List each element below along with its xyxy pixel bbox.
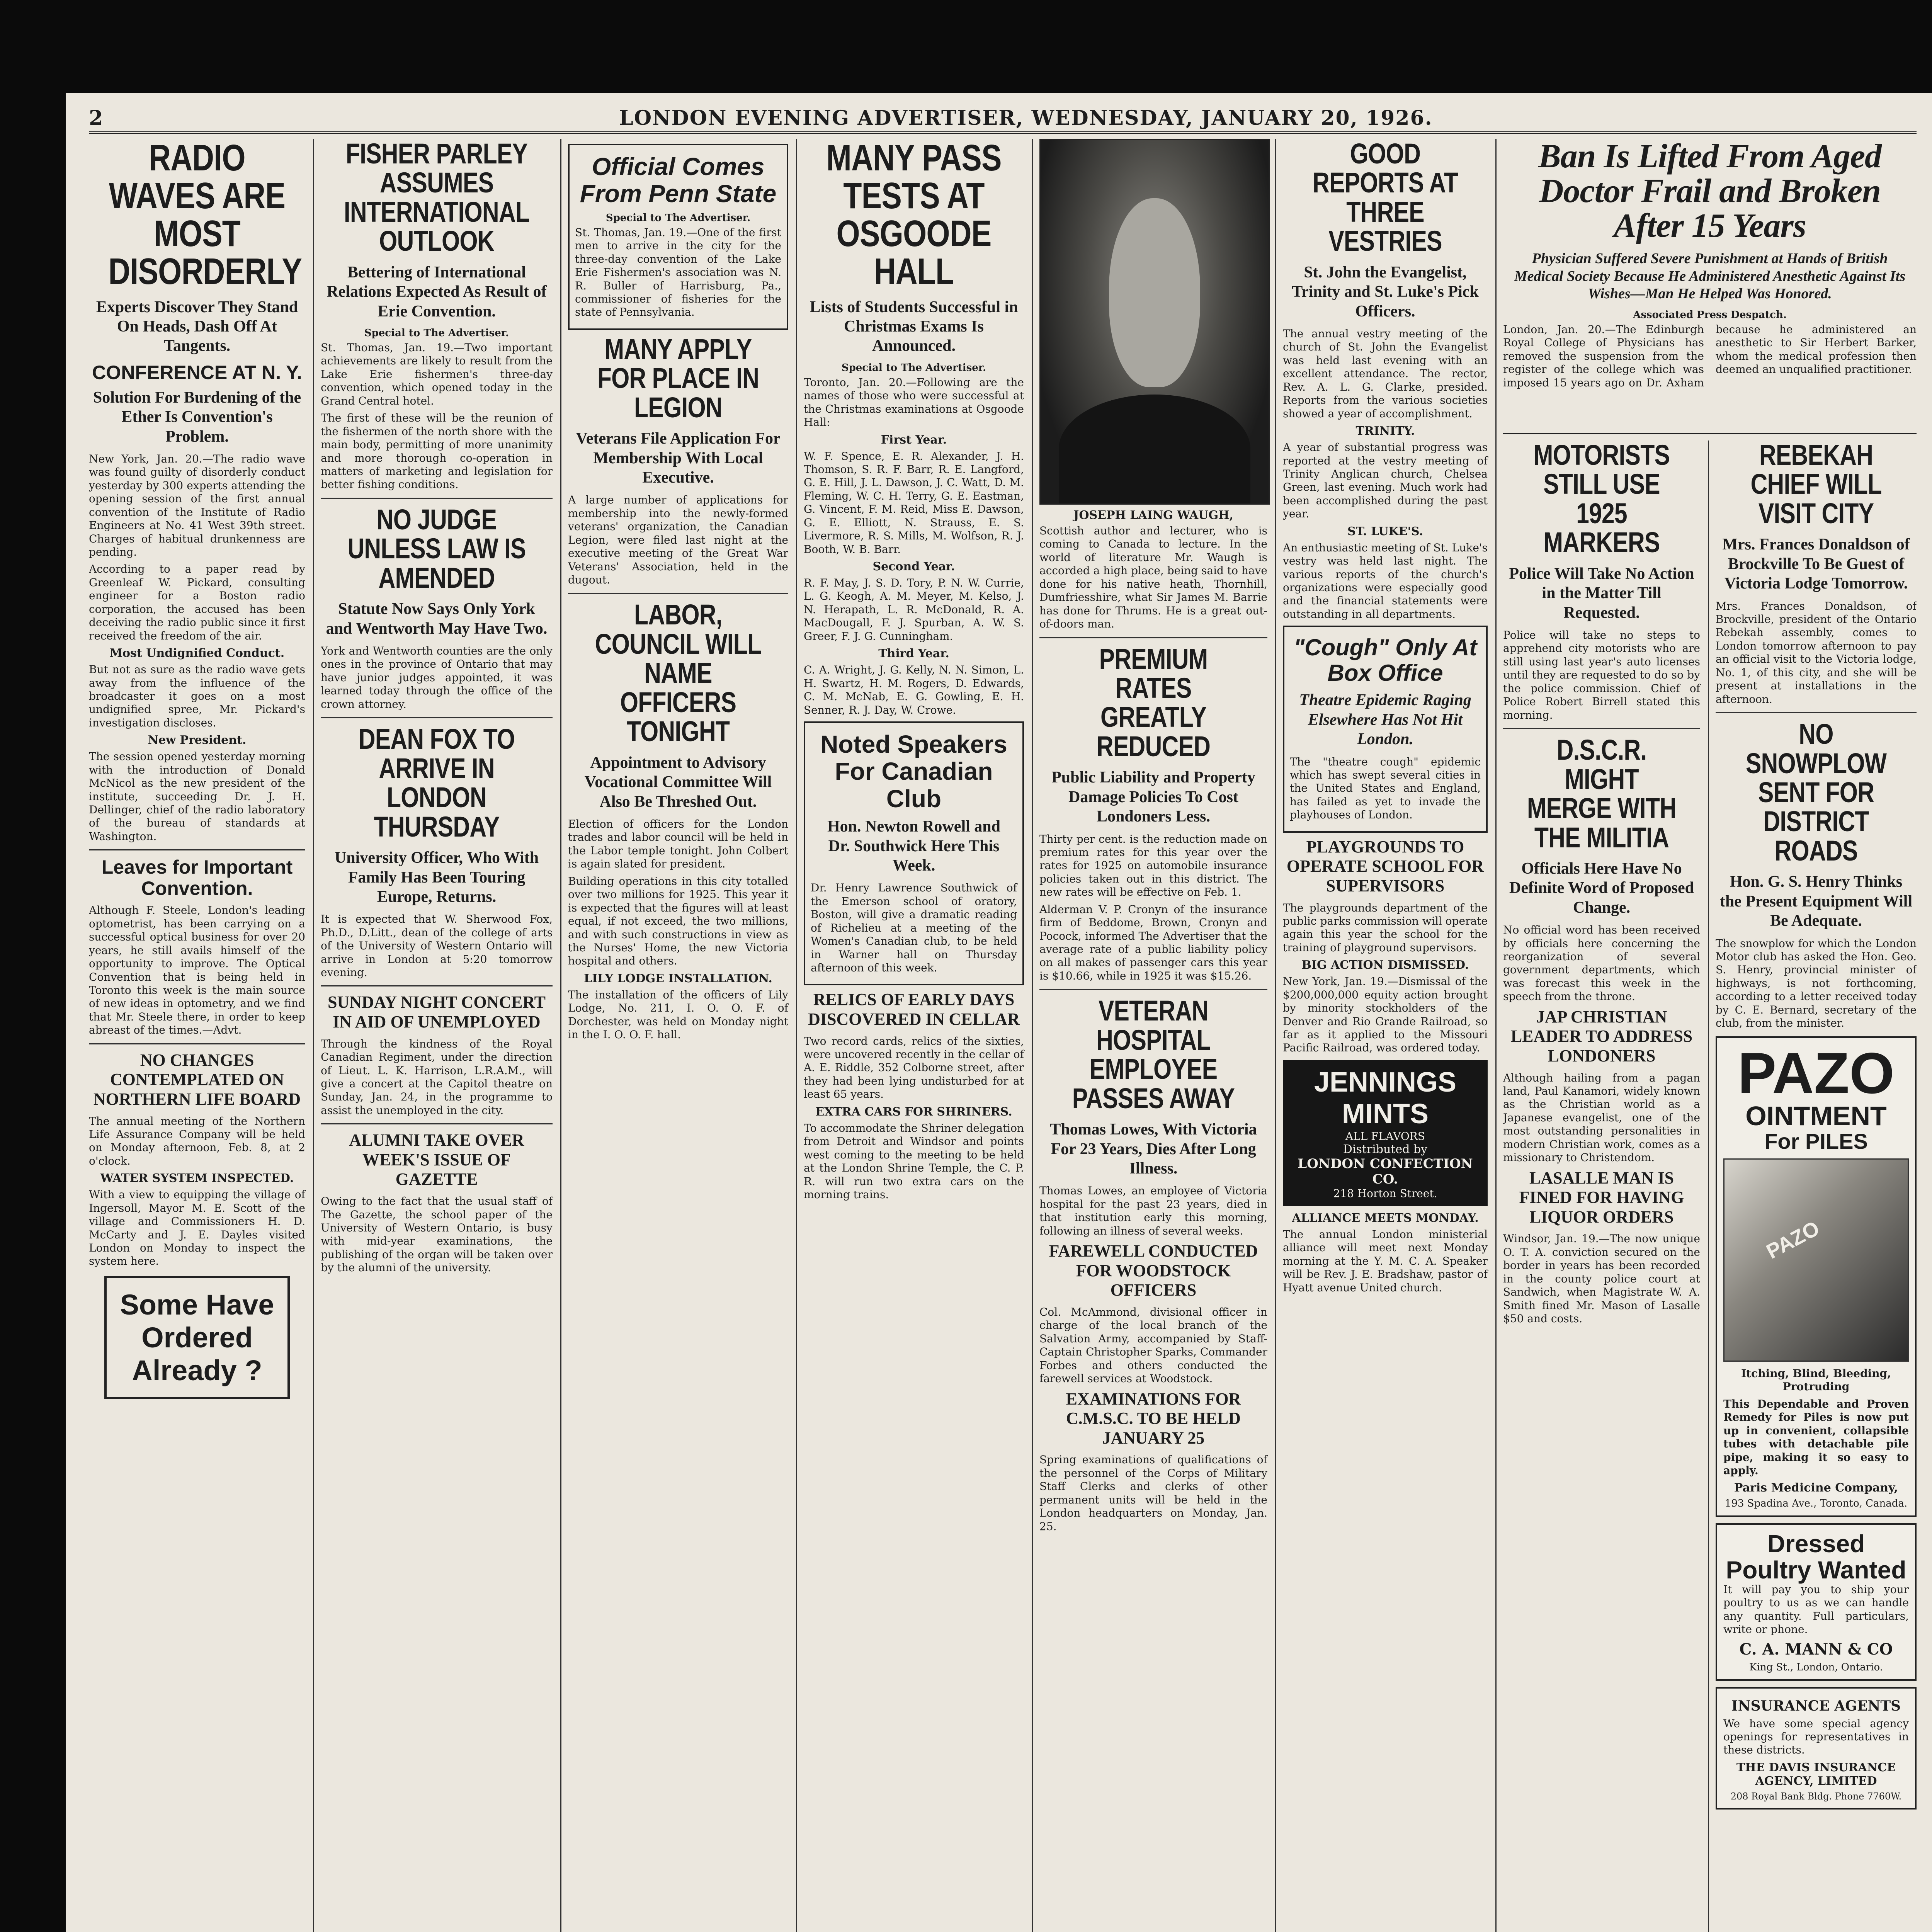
- headline-premium: PREMIUM RATES GREATLY REDUCED: [1096, 643, 1211, 762]
- headline-speakers: Noted Speakers For Canadian Club: [820, 730, 1007, 813]
- jennings-line2: LONDON CONFECTION CO.: [1298, 1156, 1473, 1187]
- article-text: Toronto, Jan. 20.—Following are the names of those who were successful at the Christmas examinations at Osgoode Hall:: [804, 376, 1024, 429]
- page-number: 2: [89, 106, 104, 130]
- headline-lasalle: LASALLE MAN IS FINED FOR HAVING LIQUOR ORDERS: [1519, 1168, 1684, 1226]
- subdeck-conference: Solution For Burdening of the Ether Is Convention's Problem.: [93, 388, 301, 446]
- subhead: ST. LUKE'S.: [1347, 524, 1423, 538]
- article-text: New York, Jan. 20.—The radio wave was found guilty of disorderly conduct yesterday by 300 experts attending the opening session of the first annual convention of the Institute of Radio Engineers at No. 41 West 39th street. Charges of habitual drunkenness are pending.: [89, 452, 305, 559]
- subhead: BIG ACTION DISMISSED.: [1301, 958, 1469, 972]
- headline-farewell: FAREWELL CONDUCTED FOR WOODSTOCK OFFICERS: [1049, 1242, 1258, 1300]
- deck-legion: Veterans File Application For Membership With Local Executive.: [576, 430, 781, 487]
- article-text: New York, Jan. 19.—Dismissal of the $200,000,000 equity action brought by minority stockholders of the Denver and Rio Grande Railroad, so far as it applied to the Missouri Pacific Railroad, was ordered today.: [1283, 975, 1488, 1054]
- article-text: To accommodate the Shriner delegation from Detroit and Windsor and points west coming to the meeting to be held at the London Shrine Temple, the C. P. R. will run two extra cars on the morning trains.: [804, 1121, 1024, 1201]
- article-text: Windsor, Jan. 19.—The now unique O. T. A. conviction secured on the border in years has been recorded in the county police court at Sandwich, when Magistrate W. A. Smith fined Mr. Mason of Lasalle $50 and costs.: [1503, 1232, 1700, 1325]
- portrait-suit: [1059, 395, 1250, 503]
- article-text: Although hailing from a pagan land, Paul Kanamori, widely known as the Christian world as a Japanese evangelist, one of the most outstanding personalities in modern Christian work, comes as a missionary to Christendom.: [1503, 1071, 1700, 1164]
- divider: [321, 498, 553, 499]
- pazo-for: For PILES: [1764, 1129, 1868, 1154]
- deck-dean-fox: University Officer, Who With Family Has Been Touring Europe, Returns.: [334, 849, 539, 906]
- headline-alumni: ALUMNI TAKE OVER WEEK'S ISSUE OF GAZETTE: [349, 1131, 524, 1189]
- subhead-conference: CONFERENCE AT N. Y.: [92, 361, 302, 383]
- article-text: St. Thomas, Jan. 19.—One of the first men to arrive in the city for the three-day convention of the Lake Erie Fishermen's association was N. R. Buller of Harrisburg, Pa., commissioner of fisheries for the state of Pennsylvania.: [575, 226, 781, 319]
- article-text: No official word has been received by officials here concerning the reorganization of several government departments, which was forecast this week in the speech from the throne.: [1503, 923, 1700, 1003]
- column-2: [321, 139, 561, 1932]
- insurance-title: INSURANCE AGENTS: [1731, 1697, 1901, 1714]
- divider: [1503, 728, 1700, 729]
- article-text: R. F. May, J. S. D. Tory, P. N. W. Currie, L. G. Keogh, A. M. Meyer, M. Kelso, J. N. Herapath, L. R. McDonald, R. A. MacDougall, F. J. Spurban, A. W. S. Greer, F. J. G. Cunningham.: [804, 577, 1024, 643]
- deck-cough: Theatre Epidemic Raging Elsewhere Has Not Hit London.: [1299, 691, 1471, 748]
- banner-story: [1503, 139, 1917, 434]
- article-text: The annual London ministerial alliance will meet next Monday morning at the Y. M. C. A. Speaker will be Rev. J. E. Bradshaw, pastor of Hyatt avenue United church.: [1283, 1228, 1488, 1294]
- column-1: [89, 139, 314, 1932]
- jennings-mints-ad: [1283, 1060, 1488, 1206]
- article-text: An enthusiastic meeting of St. Luke's vestry was held last night. The various reports of the church's organizations were especially good and the financial statements were outstanding in all departments.: [1283, 541, 1488, 621]
- subhead: ALLIANCE MEETS MONDAY.: [1292, 1211, 1479, 1225]
- subhead: WATER SYSTEM INSPECTED.: [100, 1172, 294, 1185]
- headline-official: Official Comes From Penn State: [580, 153, 777, 208]
- newspaper-page: [66, 93, 1932, 1932]
- headline-life-board: NO CHANGES CONTEMPLATED ON NORTHERN LIFE BOARD: [93, 1050, 301, 1109]
- subhead: EXTRA CARS FOR SHRINERS.: [815, 1105, 1012, 1119]
- subhead: Most Undignified Conduct.: [109, 646, 285, 660]
- article-text: Dr. Henry Lawrence Southwick of the Emerson school of oratory, Boston, will give a dramatic reading of Richelieu at a meeting of the Women's Canadian club, to be held in Warner hall on Thursday afternoon of this week.: [811, 881, 1017, 974]
- article-text: Although F. Steele, London's leading optometrist, has been carrying on a successful optical business for over 20 years, he still avails himself of the opportunity to improve. The Optical Convention that is being held in Toronto this week is the main source of new ideas in optometry, and we find that Mr. Steele there, in order to keep abreast of the times.—Advt.: [89, 904, 305, 1037]
- column-8: [1716, 440, 1917, 1932]
- masthead-title: LONDON EVENING ADVERTISER, WEDNESDAY, JANUARY 20, 1926.: [619, 106, 1433, 130]
- article-text: Alderman V. P. Cronyn of the insurance firm of Beddome, Brown, Cronyn and Pocock, informed The Advertiser that the average rate of a public liability policy on all makes of passenger cars this year is $10.66, while in 1925 it was $15.26.: [1039, 903, 1267, 982]
- deck-snowplow: Hon. G. S. Henry Thinks the Present Equipment Will Be Adequate.: [1719, 873, 1913, 930]
- deck-radio: Experts Discover They Stand On Heads, Dash Off At Tangents.: [96, 298, 298, 355]
- pazo-subtitle: OINTMENT: [1745, 1100, 1887, 1131]
- headline-legion: MANY APPLY FOR PLACE IN LEGION: [597, 333, 759, 423]
- pazo-company: Paris Medicine Company,: [1734, 1481, 1898, 1495]
- divider: [89, 849, 305, 850]
- headline-concert: SUNDAY NIGHT CONCERT IN AID OF UNEMPLOYED: [327, 993, 546, 1032]
- deck-labor: Appointment to Advisory Vocational Committee Will Also Be Threshed Out.: [584, 753, 772, 811]
- article-text: Two record cards, relics of the sixties, were uncovered recently in the cellar of A. E. Riddle, 352 Colborne street, after they had been lying undisturbed for at least 65 years.: [804, 1034, 1024, 1101]
- article-text: The playgrounds department of the public parks commission will operate again this year the school for the training of playground supervisors.: [1283, 901, 1488, 954]
- article-text: St. Thomas, Jan. 19.—Two important achievements are likely to result from the Lake Erie fishermen's three-day convention, which opened today in the Grand Central hotel.: [321, 341, 553, 407]
- headline-labor: LABOR, COUNCIL WILL NAME OFFICERS TONIGHT: [595, 599, 762, 748]
- divider: [568, 593, 788, 594]
- headline-motorists: MOTORISTS STILL USE 1925 MARKERS: [1533, 440, 1670, 559]
- headline-snowplow: NO SNOWPLOW SENT FOR DISTRICT ROADS: [1745, 718, 1887, 867]
- divider: [1039, 637, 1267, 638]
- deck-speakers: Hon. Newton Rowell and Dr. Southwick Here This Week.: [827, 818, 1001, 874]
- article-text: Building operations in this city totalled over two millions for 1925. This year it is expected that the figures will at least equal, if not exceed, the two millions, and with such constructions in view as the Nurses' Home, the new Victoria hospital and others.: [568, 874, 788, 968]
- article-text: C. A. Wright, J. G. Kelly, N. N. Simon, L. H. Swartz, H. M. Rogers, D. Edwards, C. M. McNab, E. G. Gowling, E. H. Senner, R. J. Day, W. Crowe.: [804, 663, 1024, 716]
- headline-radio: RADIO WAVES ARE MOST DISORDERLY: [108, 139, 302, 292]
- article-text: Owing to the fact that the usual staff of The Gazette, the school paper of the University of Western Ontario, is busy with mid-year examinations, the publishing of the organ will be taken over by the alumni of the university.: [321, 1195, 553, 1274]
- deck-motorists: Police Will Take No Action in the Matter Till Requested.: [1509, 565, 1694, 622]
- article-text: The snowplow for which the London Motor club has asked the Hon. Geo. S. Henry, provincial minister of highways, is not forthcoming, according to a letter received today by C. E. Bernard, secretary of the club, from the minister.: [1716, 937, 1917, 1030]
- article-text: W. F. Spence, E. R. Alexander, J. H. Thomson, S. R. F. Barr, R. E. Langford, G. E. Hill, J. L. Dawson, J. C. Watt, D. M. Fleming, W. C. H. Terry, G. E. Eastman, G. Vincent, F. M. Reid, Miss E. Dawson, G. E. Elliott, N. Strauss, E. S. Livermore, R. S. Mills, M. Wolfson, R. J. Booth, W. B. Barr.: [804, 449, 1024, 556]
- article-text: York and Wentworth counties are the only ones in the province of Ontario that may have junior judges appointed, it was learned today through the office of the crown attorney.: [321, 645, 553, 711]
- article-text: Police will take no steps to apprehend city motorists who are still using last year's auto licenses until they are requested to do so by the police commission. Chief of Police Robert Birrell stated this morning.: [1503, 629, 1700, 721]
- column-4: [804, 139, 1033, 1932]
- article-text: Col. McAmmond, divisional officer in charge of the local branch of the Salvation Army, accompanied by Staff-Captain Christopher Sparks, Commander Forbes and others conducted the farewell services at Woodstock.: [1039, 1305, 1267, 1385]
- dateline: Special to The Advertiser.: [364, 327, 509, 339]
- photo-text: Scottish author and lecturer, who is coming to Canada to lecture. In the world of literature Mr. Waugh is accorded a high place, being said to have done for his native heath, Thornhill, Dumfriesshire, what Sir James M. Barrie has done for Thrums. He is a great out-of-doors man.: [1039, 524, 1267, 631]
- subhead: TRINITY.: [1355, 424, 1415, 438]
- divider: [1716, 712, 1917, 713]
- dateline: Special to The Advertiser.: [605, 212, 751, 224]
- jennings-line1: Distributed by: [1343, 1142, 1428, 1156]
- deck-rebekah: Mrs. Frances Donaldson of Brockville To Be Guest of Victoria Lodge Tomorrow.: [1722, 536, 1910, 593]
- deck-vestries: St. John the Evangelist, Trinity and St. Luke's Pick Officers.: [1292, 263, 1479, 320]
- column-3: [568, 139, 797, 1932]
- column-6: [1283, 139, 1497, 1932]
- portrait-photo: [1039, 139, 1270, 505]
- article-text: The installation of the officers of Lily Lodge, No. 211, I. O. O. F. of Dorchester, was held on Monday night in the I. O. O. F. hall.: [568, 988, 788, 1041]
- divider: [1039, 989, 1267, 990]
- ointment-tube-image: [1723, 1158, 1909, 1362]
- article-text: According to a paper read by Greenleaf W. Pickard, consulting engineer for a Boston radio corporation, the accused has been deceiving the radio public since it first received the freedom of the air.: [89, 563, 305, 642]
- poultry-address: King St., London, Ontario.: [1749, 1661, 1883, 1673]
- article-text: The session opened yesterday morning with the introduction of Donald McNicol as the new president of the institute, succeeding Dr. J. H. Dellinger, chief of the radio laboratory of the bureau of standards at Washington.: [89, 750, 305, 843]
- deck-premium: Public Liability and Property Damage Policies To Cost Londoners Less.: [1051, 769, 1255, 826]
- some-have-ordered-box: Some Have Ordered Already ?: [104, 1276, 290, 1399]
- article-text: A large number of applications for membership into the newly-formed veterans' organization, the Canadian Legion, were filed last night at the executive meeting of the Great War Veterans' Association, held in the dugout.: [568, 493, 788, 587]
- article-text: Thomas Lowes, an employee of Victoria hospital for the past 23 years, died in that institution early this morning, following an illness of several weeks.: [1039, 1184, 1267, 1237]
- headline-dean-fox: DEAN FOX TO ARRIVE IN LONDON THURSDAY: [358, 723, 515, 843]
- photo-caption: JOSEPH LAING WAUGH,: [1073, 509, 1233, 522]
- poultry-title: Dressed Poultry Wanted: [1726, 1530, 1906, 1584]
- subhead: New President.: [148, 733, 247, 747]
- deck-osgoode: Lists of Students Successful in Christmas Exams Is Announced.: [810, 298, 1018, 355]
- divider: [321, 1123, 553, 1124]
- pazo-ad: [1716, 1036, 1917, 1517]
- column-7: [1503, 440, 1709, 1932]
- article-text: Election of officers for the London trades and labor council will be held in the Labor temple tonight. John Colbert is again slated for president.: [568, 818, 788, 871]
- jennings-line3: 218 Horton Street.: [1333, 1187, 1437, 1200]
- official-box: [568, 144, 788, 330]
- subhead: Third Year.: [878, 647, 949, 661]
- jennings-name: JENNINGS MINTS: [1314, 1066, 1457, 1129]
- dateline: Special to The Advertiser.: [841, 362, 986, 374]
- deck-dscr: Officials Here Have No Definite Word of Proposed Change.: [1509, 859, 1694, 917]
- deck-veteran: Thomas Lowes, With Victoria For 23 Years, Dies After Long Illness.: [1050, 1121, 1257, 1178]
- article-text: The annual meeting of the Northern Life Assurance Company will be held on Monday afternoon, Feb. 8, at 2 o'clock.: [89, 1114, 305, 1167]
- insurance-address: 208 Royal Bank Bldg. Phone 7760W.: [1730, 1791, 1902, 1802]
- poultry-ad: [1716, 1523, 1917, 1680]
- article-text: With a view to equipping the village of Ingersoll, Mayor M. E. Scott of the village and Commissioners H. D. McCarty and J. E. Dayles visited London on Monday to inspect the system here.: [89, 1188, 305, 1268]
- article-text: The annual vestry meeting of the church of St. John the Evangelist was held last evening with an excellent attendance. The rector, Rev. A. L. G. Clarke, presided. Reports from the various societies showed a year of accomplishment.: [1283, 327, 1488, 420]
- headline-playgrounds: PLAYGROUNDS TO OPERATE SCHOOL FOR SUPERVISORS: [1286, 837, 1484, 895]
- pazo-list: Itching, Blind, Bleeding, Protruding: [1741, 1367, 1891, 1393]
- headline-dscr: D.S.C.R. MIGHT MERGE WITH THE MILITIA: [1527, 734, 1677, 854]
- insurance-body: We have some special agency openings for representatives in these districts.: [1723, 1717, 1909, 1757]
- pazo-address: 193 Spadina Ave., Toronto, Canada.: [1725, 1498, 1908, 1510]
- headline-jap-leader: JAP CHRISTIAN LEADER TO ADDRESS LONDONERS: [1510, 1007, 1693, 1065]
- portrait-face: [1109, 198, 1200, 387]
- headline-osgoode: MANY PASS TESTS AT OSGOODE HALL: [826, 139, 1002, 292]
- headline-veteran: VETERAN HOSPITAL EMPLOYEE PASSES AWAY: [1072, 995, 1235, 1114]
- headline-vestries: GOOD REPORTS AT THREE VESTRIES: [1312, 139, 1458, 257]
- pazo-title: PAZO: [1738, 1040, 1895, 1105]
- article-text: London, Jan. 20.—The Edinburgh Royal College of Physicians has removed the suspension from the register of the college which was imposed 15 years ago on Dr. Axham because he administered an anesthetic to Sir Herbert Barker, whom the medical profession then deemed an unqualified practitioner.: [1503, 323, 1917, 389]
- article-text: The first of these will be the reunion of the fishermen of the north shore with the main body, permitting of more unanimity and more thorough co-operation in matters of marketing and legislation for better fishing conditions.: [321, 412, 553, 491]
- subhead: Second Year.: [872, 560, 955, 574]
- headline-aged-doctor: Ban Is Lifted From Aged Doctor Frail and Broken After 15 Years: [1538, 139, 1882, 245]
- article-text: Thirty per cent. is the reduction made on premium rates for this year over the rates for 1925 on automobile insurance policies taken out in this district. The new rates will be effective on Feb. 1.: [1039, 832, 1267, 899]
- article-text: But not as sure as the radio wave gets away from the influence of the broadcaster it goes on a most undignified spree, Mr. Pickard's investigation discloses.: [89, 663, 305, 729]
- subhead: LILY LODGE INSTALLATION.: [584, 971, 772, 985]
- column-5: [1039, 139, 1276, 1932]
- headline-rebekah: REBEKAH CHIEF WILL VISIT CITY: [1750, 440, 1882, 529]
- headline-judge: NO JUDGE UNLESS LAW IS AMENDED: [347, 503, 526, 594]
- speakers-box: [804, 721, 1024, 985]
- headline-leaves: Leaves for Important Convention.: [101, 856, 293, 900]
- article-text: A year of substantial progress was reported at the vestry meeting of Trinity Anglican church, Chelsea Green, last evening. Much work had been accomplished during the past year.: [1283, 441, 1488, 520]
- poultry-body: It will pay you to ship your poultry to us as we can handle any quantity. Full particulars, write or phone.: [1723, 1583, 1909, 1636]
- subhead: First Year.: [881, 433, 947, 447]
- headline-relics: RELICS OF EARLY DAYS DISCOVERED IN CELLAR: [808, 990, 1020, 1029]
- headline-exams: EXAMINATIONS FOR C.M.S.C. TO BE HELD JANUARY 25: [1066, 1389, 1241, 1447]
- article-text: Spring examinations of qualifications of the personnel of the Corps of Military Staff Clerks and clerks of other permanent units will be held in the London headquarters on Monday, Jan. 25.: [1039, 1453, 1267, 1533]
- insurance-company: THE DAVIS INSURANCE AGENCY, LIMITED: [1736, 1760, 1896, 1788]
- deck-fisher: Bettering of International Relations Expected As Result of Erie Convention.: [327, 263, 547, 320]
- jennings-flavors: ALL FLAVORS: [1345, 1129, 1425, 1143]
- deck-judge: Statute Now Says Only York and Wentworth May Have Two.: [326, 600, 548, 638]
- cough-box: [1283, 626, 1488, 832]
- pazo-body: This Dependable and Proven Remedy for Piles is now put up in convenient, collapsible tubes with detachable pile pipe, making it so easy to apply.: [1723, 1397, 1909, 1477]
- divider: [89, 1043, 305, 1044]
- tube-label: PAZO: [1762, 1216, 1823, 1264]
- dateline: Associated Press Despatch.: [1633, 309, 1787, 321]
- headline-cough: "Cough" Only At Box Office: [1293, 634, 1477, 686]
- poultry-company: C. A. MANN & CO: [1739, 1640, 1893, 1658]
- masthead: [89, 104, 1917, 134]
- article-text: It is expected that W. Sherwood Fox, Ph.D., D.Litt., dean of the college of arts of the University of Western Ontario will arrive in London at 5:20 tomorrow evening.: [321, 913, 553, 979]
- headline-fisher: FISHER PARLEY ASSUMES INTERNATIONAL OUTLOOK: [344, 139, 530, 257]
- divider: [321, 717, 553, 718]
- article-text: The "theatre cough" epidemic which has swept several cities in the United States and England, has failed as yet to invade the playhouses of London.: [1290, 755, 1481, 821]
- insurance-ad: [1716, 1687, 1917, 1810]
- divider: [321, 985, 553, 986]
- article-text: Mrs. Frances Donaldson, of Brockville, president of the Ontario Rebekah assembly, comes to London tomorrow afternoon to pay an official visit to the Victoria lodge, No. 1, of this city, and she will be present at installations in the afternoon.: [1716, 599, 1917, 706]
- deck-aged-doctor: Physician Suffered Severe Punishment at Hands of British Medical Society Because He Administered Anesthetic Against Its Wishes—Man He Helped Was Honored.: [1514, 250, 1906, 302]
- article-text: Through the kindness of the Royal Canadian Regiment, under the direction of Lieut. L. K. Harrison, L.R.A.M., will give a concert at the Capitol theatre on Sunday, Jan. 24, in the programme to assist the unemployed in the city.: [321, 1037, 553, 1117]
